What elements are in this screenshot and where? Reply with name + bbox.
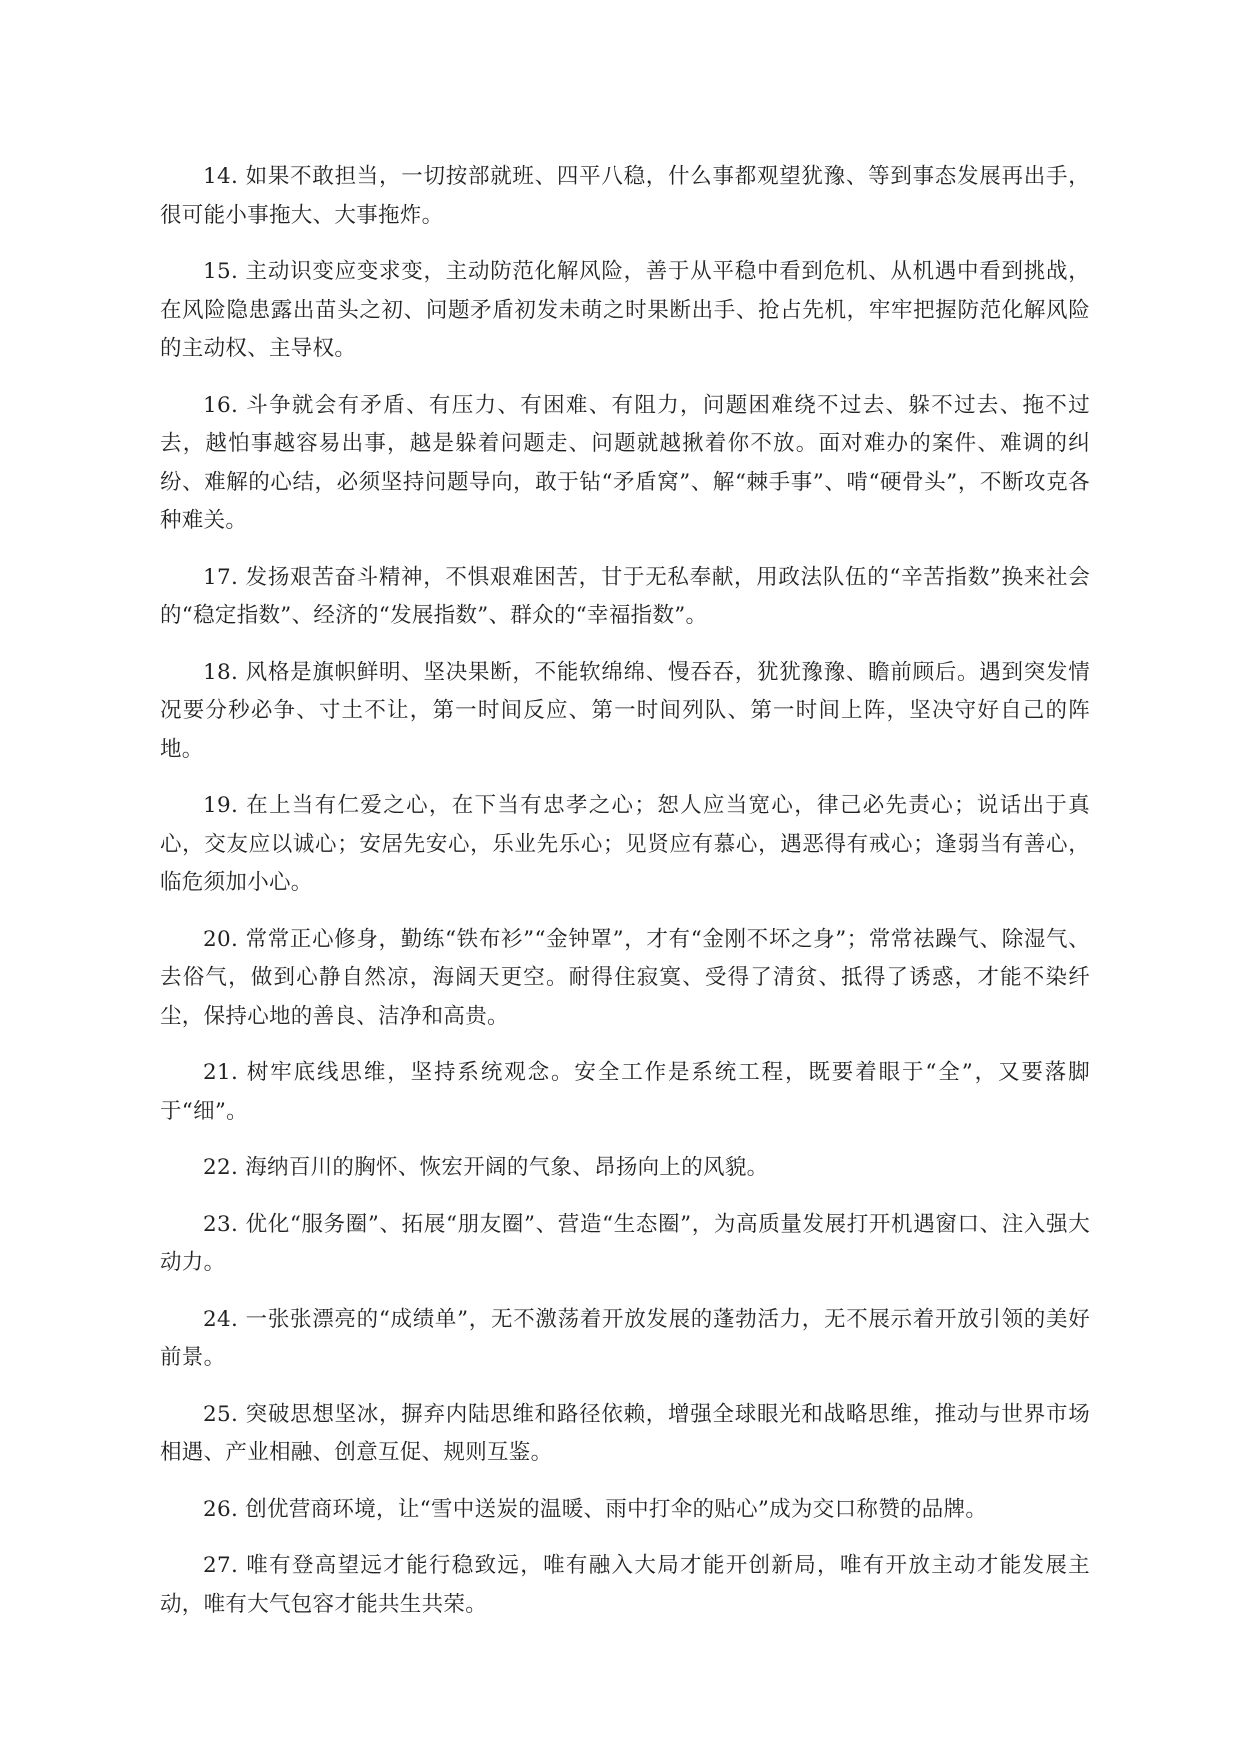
paragraph-20: 20. 常常正心修身，勤练“铁布衫”“金钟罩”，才有“金刚不坏之身”；常常祛躁气、除湿气、去俗气，做到心静自然凉，海阔天更空。耐得住寂寞、受得了清贫、抵得了诱惑，才能不染纤尘，保持心地的善良、洁净和高贵。 bbox=[160, 926, 1090, 1029]
document-body bbox=[160, 158, 1090, 1642]
paragraph-19: 19. 在上当有仁爱之心，在下当有忠孝之心；恕人应当宽心，律己必先责心；说话出于真心，交友应以诚心；安居先安心，乐业先乐心；见贤应有慕心，遇恶得有戒心；逢弱当有善心，临危须加小心。 bbox=[160, 793, 1090, 895]
paragraph-27: 27. 唯有登高望远才能行稳致远，唯有融入大局才能开创新局，唯有开放主动才能发展主动，唯有大气包容才能共生共荣。 bbox=[160, 1553, 1090, 1617]
paragraph-22: 22. 海纳百川的胸怀、恢宏开阔的气象、昂扬向上的风貌。 bbox=[203, 1155, 769, 1180]
paragraph-21: 21. 树牢底线思维，坚持系统观念。安全工作是系统工程，既要着眼于“全”，又要落脚于“细”。 bbox=[160, 1060, 1090, 1124]
paragraph-25: 25. 突破思想坚冰，摒弃内陆思维和路径依赖，增强全球眼光和战略思维，推动与世界市场相遇、产业相融、创意互促、规则互鉴。 bbox=[160, 1401, 1090, 1465]
paragraph-17: 17. 发扬艰苦奋斗精神，不惧艰难困苦，甘于无私奉献，用政法队伍的“辛苦指数”换来社会的“稳定指数”、经济的“发展指数”、群众的“幸福指数”。 bbox=[160, 564, 1090, 628]
paragraph-26: 26. 创优营商环境，让“雪中送炭的温暖、雨中打伞的贴心”成为交口称赞的品牌。 bbox=[203, 1496, 988, 1522]
paragraph-16: 16. 斗争就会有矛盾、有压力、有困难、有阻力，问题困难绕不过去、躲不过去、拖不过去，越怕事越容易出事，越是躲着问题走、问题就越揪着你不放。面对难办的案件、难调的纠纷、难解的心结，必须坚持问题导向，敢于钻“矛盾窝”、解“棘手事”、啃“硬骨头”，不断攻克各种难关。 bbox=[160, 392, 1090, 533]
paragraph-23: 23. 优化“服务圈”、拓展“朋友圈”、营造“生态圈”，为高质量发展打开机遇窗口、注入强大动力。 bbox=[160, 1211, 1090, 1275]
paragraph-18: 18. 风格是旗帜鲜明、坚决果断，不能软绵绵、慢吞吞，犹犹豫豫、瞻前顾后。遇到突发情况要分秒必争、寸土不让，第一时间反应、第一时间列队、第一时间上阵，坚决守好自己的阵地。 bbox=[160, 659, 1090, 762]
paragraph-15: 15. 主动识变应变求变，主动防范化解风险，善于从平稳中看到危机、从机遇中看到挑战，在风险隐患露出苗头之初、问题矛盾初发未萌之时果断出手、抢占先机，牢牢把握防范化解风险的主动权、主导权。 bbox=[160, 259, 1090, 361]
paragraph-24: 24. 一张张漂亮的“成绩单”，无不激荡着开放发展的蓬勃活力，无不展示着开放引领的美好前景。 bbox=[160, 1306, 1090, 1370]
paragraph-14: 14. 如果不敢担当，一切按部就班、四平八稳，什么事都观望犹豫、等到事态发展再出手，很可能小事拖大、大事拖炸。 bbox=[160, 164, 1090, 228]
